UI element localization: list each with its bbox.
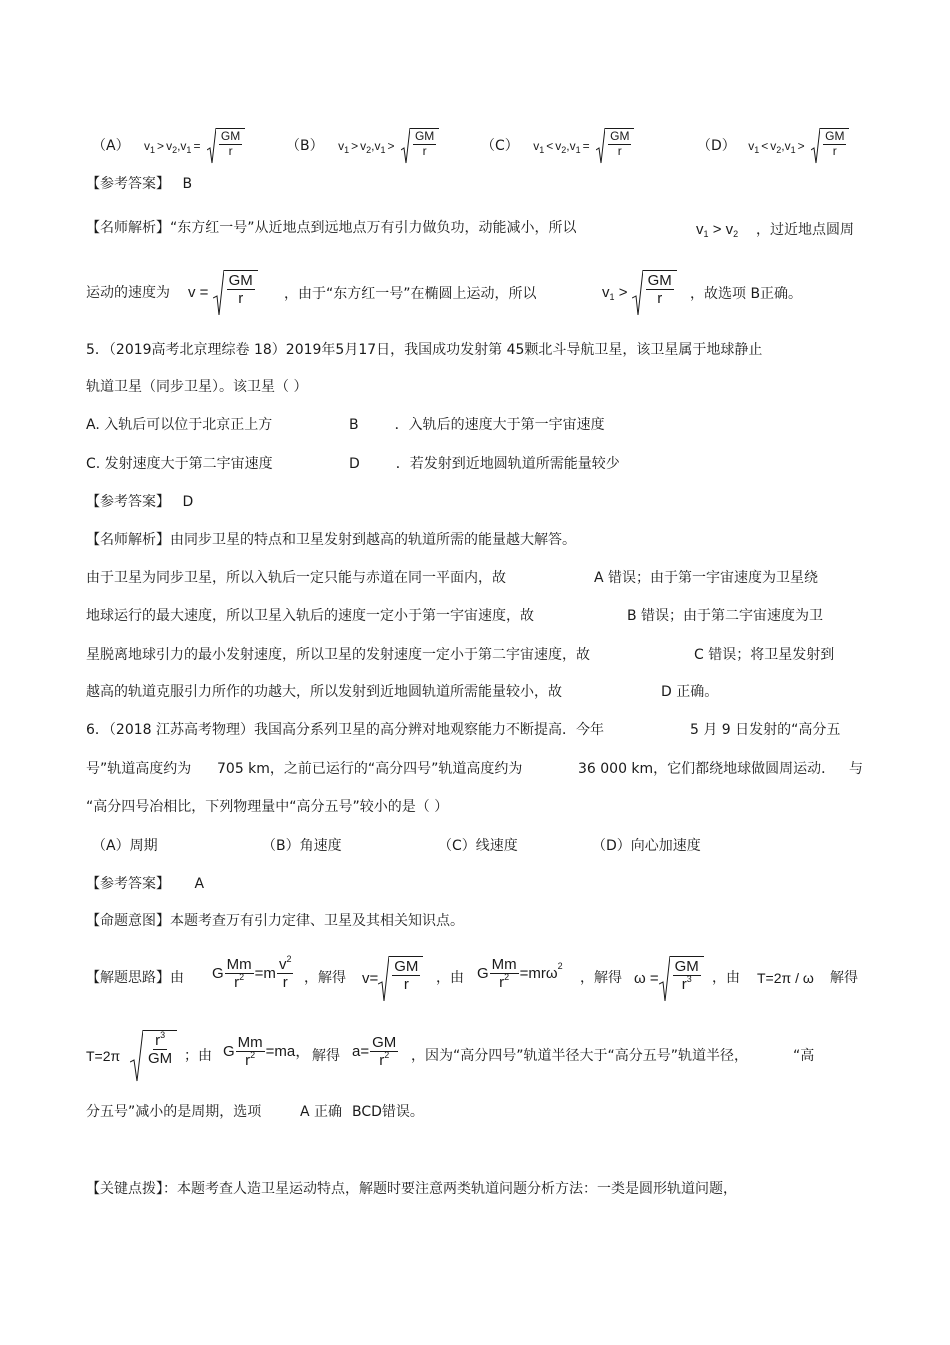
option-a xyxy=(92,128,245,164)
gravity-omega-formula xyxy=(477,956,563,992)
period-formula: T=2π / ω xyxy=(757,970,814,986)
answer-tag: 【参考答案】 xyxy=(86,876,170,892)
numerator: GM xyxy=(610,129,630,143)
radical-sign xyxy=(659,956,670,1002)
option-b-label: （B） xyxy=(286,138,324,154)
solution-tag: 【解题思路】由 xyxy=(86,970,184,986)
key-points-line: 【关键点拨】：本题考查人造卫星运动特点，解题时要注意两类轨道问题分析方法：一类是圆形轨道问题， xyxy=(86,1181,737,1197)
radical-sign xyxy=(130,1030,143,1082)
v-symbol: v xyxy=(360,139,367,153)
r-symbol: r xyxy=(681,976,687,994)
subscript: 1 xyxy=(186,145,192,155)
answer-value: B xyxy=(182,176,193,192)
numerator: GM xyxy=(674,958,699,975)
exponent: 3 xyxy=(160,1030,166,1040)
gravity-equals-centripetal-formula xyxy=(212,956,294,992)
subscript: 1 xyxy=(575,145,581,155)
sqrt-r3-over-gm xyxy=(130,1030,177,1082)
r-symbol: r xyxy=(499,974,505,992)
sqrt-gm-over-r xyxy=(596,128,634,164)
gravity-ma-formula xyxy=(223,1034,310,1070)
relation: > xyxy=(712,221,722,238)
q6-conclusion: 分五号”减小的是周期，选项 xyxy=(86,1104,262,1120)
you-text: ；由 xyxy=(184,1048,212,1064)
q5-analysis-line-4-end: D 正确。 xyxy=(661,684,719,700)
comma: , xyxy=(566,139,570,153)
q5-analysis-line-3: 星脱离地球引力的最小发射速度，所以卫星的发射速度一定小于第二宇宙速度，故 xyxy=(86,647,590,663)
a-equals: a= xyxy=(352,1042,370,1060)
option-a-label: （A） xyxy=(92,138,130,154)
jiede-text: 解得 xyxy=(830,970,858,986)
equals-ma: =ma， xyxy=(265,1042,311,1060)
analysis-text: 运动的速度为 xyxy=(86,285,170,301)
r-symbol: r xyxy=(245,1052,251,1070)
numerator: GM xyxy=(647,272,672,289)
v-symbol: v xyxy=(338,139,345,153)
omega-solution-formula xyxy=(634,956,704,1002)
v-symbol: v xyxy=(602,284,610,301)
sqrt xyxy=(213,270,258,316)
q5-analysis-line-3-end: C 错误；将卫星发射到 xyxy=(694,647,835,663)
v-solution-formula xyxy=(362,956,423,1002)
v-equals-sqrt-gm-over-r xyxy=(188,270,258,316)
q5-analysis-line-1-end: A 错误；由于第一宇宙速度为卫星绕 xyxy=(594,570,819,586)
exponent: 2 xyxy=(239,972,245,983)
sqrt xyxy=(659,956,704,1002)
option-text: ．入轨后的速度大于第一宇宙速度 xyxy=(394,417,605,433)
r-symbol: r xyxy=(379,1052,385,1070)
q5-answer-line xyxy=(86,494,193,511)
g-symbol: G xyxy=(212,964,224,982)
denominator: r xyxy=(617,143,622,158)
q6-answer-line xyxy=(86,876,204,893)
answer-value: D xyxy=(182,494,194,510)
q5-option-d xyxy=(349,456,620,473)
relation: = xyxy=(582,139,590,153)
analysis-text-end: ，故选项 B正确。 xyxy=(690,286,803,302)
analysis-text: ，由于“东方红一号”在椭圆上运动，所以 xyxy=(284,286,537,302)
comma: , xyxy=(781,139,785,153)
numerator: GM xyxy=(414,129,435,143)
subscript: 1 xyxy=(754,145,760,155)
v1-gt-v2-inequality xyxy=(696,221,738,239)
v-symbol: v xyxy=(374,139,381,153)
because-text-end: “高 xyxy=(793,1048,815,1064)
answer-value: A xyxy=(194,876,205,892)
numerator: GM xyxy=(825,129,845,143)
q6-stem-line-1-end: 5 月 9 日发射的“高分五 xyxy=(690,722,841,738)
q6-stem-line-1: 6．（2018 江苏高考物理）我国高分系列卫星的高分辨对地观察能力不断提高．今年 xyxy=(86,722,604,738)
relation: > xyxy=(797,139,805,153)
denominator: r xyxy=(657,290,663,308)
exponent: 2 xyxy=(504,972,510,983)
g-symbol: G xyxy=(223,1042,235,1060)
because-text: ，因为“高分四号”轨道半径大于“高分五号”轨道半径， xyxy=(411,1048,749,1064)
q5-analysis-line-2-end: B 错误；由于第二宇宙速度为卫 xyxy=(627,608,824,624)
v-symbol: v xyxy=(748,139,755,153)
analysis-tag: 【名师解析】 xyxy=(86,532,170,548)
you-text: ，由 xyxy=(436,970,464,986)
option-b xyxy=(286,128,439,164)
subscript: 2 xyxy=(172,145,178,155)
option-c xyxy=(481,128,634,164)
q5-option-a: A. 入轨后可以位于北京正上方 xyxy=(86,417,273,433)
jiede-text: ，解得 xyxy=(580,970,622,986)
denominator: GM xyxy=(148,1050,173,1068)
q6-intent-line: 【命题意图】本题考查万有引力定律、卫星及其相关知识点。 xyxy=(86,913,464,929)
q5-stem-line-2: 轨道卫星（同步卫星）。该卫星（ ） xyxy=(86,379,308,395)
comma: , xyxy=(371,139,375,153)
radical-sign xyxy=(207,128,216,164)
v-symbol: v xyxy=(725,221,734,238)
q6-option-c: （C）线速度 xyxy=(438,838,518,854)
v-symbol: v xyxy=(784,139,791,153)
you-text: ，由 xyxy=(712,970,740,986)
v-symbol: v xyxy=(144,139,151,153)
radical-sign xyxy=(596,128,605,164)
radical-sign xyxy=(213,270,224,316)
subscript: 1 xyxy=(609,292,615,302)
v-symbol: v xyxy=(770,139,777,153)
subscript: 1 xyxy=(344,145,350,155)
numerator: GM xyxy=(372,1034,397,1051)
radical-sign xyxy=(378,956,389,1002)
sqrt xyxy=(632,270,677,316)
relation: > xyxy=(618,284,628,301)
subscript: 2 xyxy=(366,145,372,155)
comma: , xyxy=(177,139,181,153)
v-equals: v= xyxy=(362,970,379,987)
denominator: r xyxy=(422,143,427,158)
q4-answer-line xyxy=(86,176,192,193)
subscript: 1 xyxy=(150,145,156,155)
q5-analysis-line-2: 地球运行的最大速度，所以卫星入轨后的速度一定小于第一宇宙速度，故 xyxy=(86,608,534,624)
v-symbol: v xyxy=(555,139,562,153)
option-letter: D xyxy=(349,456,360,472)
sqrt xyxy=(378,956,423,1002)
v-symbol: v xyxy=(166,139,173,153)
r-symbol: r xyxy=(234,974,240,992)
q6-stem-line-3: “高分四号冶相比，下列物理量中“高分五号”较小的是（ ） xyxy=(86,799,449,815)
answer-tag: 【参考答案】 xyxy=(86,494,170,510)
q6-stem-line-2: 号”轨道高度约为 xyxy=(86,761,192,777)
relation: > xyxy=(387,139,395,153)
g-symbol: G xyxy=(477,964,489,982)
radical-sign xyxy=(811,128,820,164)
analysis-text-end: ，过近地点圆周 xyxy=(756,222,854,238)
exponent: 3 xyxy=(686,974,692,985)
equals-mr-omega: =mrω xyxy=(519,964,558,982)
subscript: 2 xyxy=(561,145,567,155)
v-symbol: v xyxy=(278,956,287,973)
subscript: 2 xyxy=(776,145,782,155)
q5-option-b xyxy=(349,417,605,434)
subscript: 1 xyxy=(539,145,545,155)
sqrt-gm-over-r xyxy=(811,128,849,164)
numerator: Mm xyxy=(491,956,517,973)
radical-sign xyxy=(401,128,410,164)
denominator: r xyxy=(832,143,837,158)
numerator: Mm xyxy=(226,956,252,973)
exponent: 2 xyxy=(557,961,563,972)
option-c-label: （C） xyxy=(481,138,519,154)
sqrt xyxy=(130,1030,177,1082)
v-symbol: v xyxy=(180,139,187,153)
relation: > xyxy=(351,139,359,153)
numerator: GM xyxy=(220,129,241,143)
denominator: r xyxy=(403,976,409,994)
v1-gt-sqrt-gm-over-r xyxy=(602,270,677,316)
numerator: Mm xyxy=(237,1034,263,1051)
relation: > xyxy=(157,139,165,153)
option-letter: B xyxy=(349,417,359,433)
jiede-text: ，解得 xyxy=(304,970,346,986)
subscript: 1 xyxy=(790,145,796,155)
q5-analysis-line-4: 越高的轨道克服引力所作的功越大，所以发射到近地圆轨道所需能量较小，故 xyxy=(86,684,562,700)
sqrt-gm-over-r xyxy=(401,128,439,164)
v-symbol: v xyxy=(696,221,704,238)
subscript: 1 xyxy=(380,145,386,155)
q5-analysis-intro xyxy=(86,532,576,549)
a-solution-formula xyxy=(352,1034,399,1070)
q6-option-b: （B）角速度 xyxy=(262,838,342,854)
q6-stem-line-2-end: 与 xyxy=(849,761,863,777)
q5-option-c: C. 发射速度大于第二宇宙速度 xyxy=(86,456,273,472)
t-equals-2pi: T=2π xyxy=(86,1048,121,1064)
numerator: GM xyxy=(228,272,253,289)
r-symbol: r xyxy=(155,1032,161,1049)
relation: < xyxy=(546,139,554,153)
exponent: 2 xyxy=(286,954,292,964)
q6-conclusion-a: A 正确 xyxy=(300,1104,343,1120)
exponent: 2 xyxy=(384,1050,390,1061)
numerator: GM xyxy=(394,958,419,975)
q5-stem-line-1: 5．（2019高考北京理综卷 18）2019年5月17日，我国成功发射第 45颗北斗导航卫星，该卫星属于地球静止 xyxy=(86,342,763,358)
q5-analysis-line-1: 由于卫星为同步卫星，所以入轨后一定只能与赤道在同一平面内，故 xyxy=(86,570,506,586)
analysis-tag: 【名师解析】 xyxy=(86,220,170,236)
answer-tag: 【参考答案】 xyxy=(86,176,170,192)
option-d xyxy=(697,128,849,164)
exponent: 2 xyxy=(250,1050,256,1061)
option-d-label: （D） xyxy=(697,138,736,154)
v-symbol: v xyxy=(533,139,540,153)
q6-stem-line-2-part-2: 705 km，之前已运行的“高分四号”轨道高度约为 xyxy=(217,761,523,777)
jiede-text: 解得 xyxy=(312,1048,340,1064)
option-text: ．若发射到近地圆轨道所需能量较少 xyxy=(395,456,620,472)
analysis-text: “东方红一号”从近地点到远地点万有引力做负功，动能减小，所以 xyxy=(170,220,577,236)
q6-conclusion-bcd: BCD错误。 xyxy=(352,1104,424,1120)
q6-stem-line-2-part-3: 36 000 km，它们都绕地球做圆周运动． xyxy=(578,761,836,777)
subscript: 2 xyxy=(733,229,739,239)
denominator: r xyxy=(282,974,288,992)
subscript: 1 xyxy=(703,229,709,239)
equals-m: =m xyxy=(254,964,276,982)
v-symbol: v xyxy=(569,139,576,153)
q6-option-a: （A）周期 xyxy=(92,838,158,854)
denominator: r xyxy=(238,290,244,308)
q6-option-d: （D）向心加速度 xyxy=(592,838,701,854)
q4-analysis-line-1 xyxy=(86,220,577,237)
radical-sign xyxy=(632,270,643,316)
analysis-text: 由同步卫星的特点和卫星发射到越高的轨道所需的能量越大解答。 xyxy=(170,532,576,548)
omega-equals: ω = xyxy=(634,970,659,987)
relation: = xyxy=(193,139,201,153)
relation: < xyxy=(761,139,769,153)
v-equals: v = xyxy=(188,284,209,301)
sqrt-gm-over-r xyxy=(207,128,245,164)
denominator: r xyxy=(228,143,233,158)
